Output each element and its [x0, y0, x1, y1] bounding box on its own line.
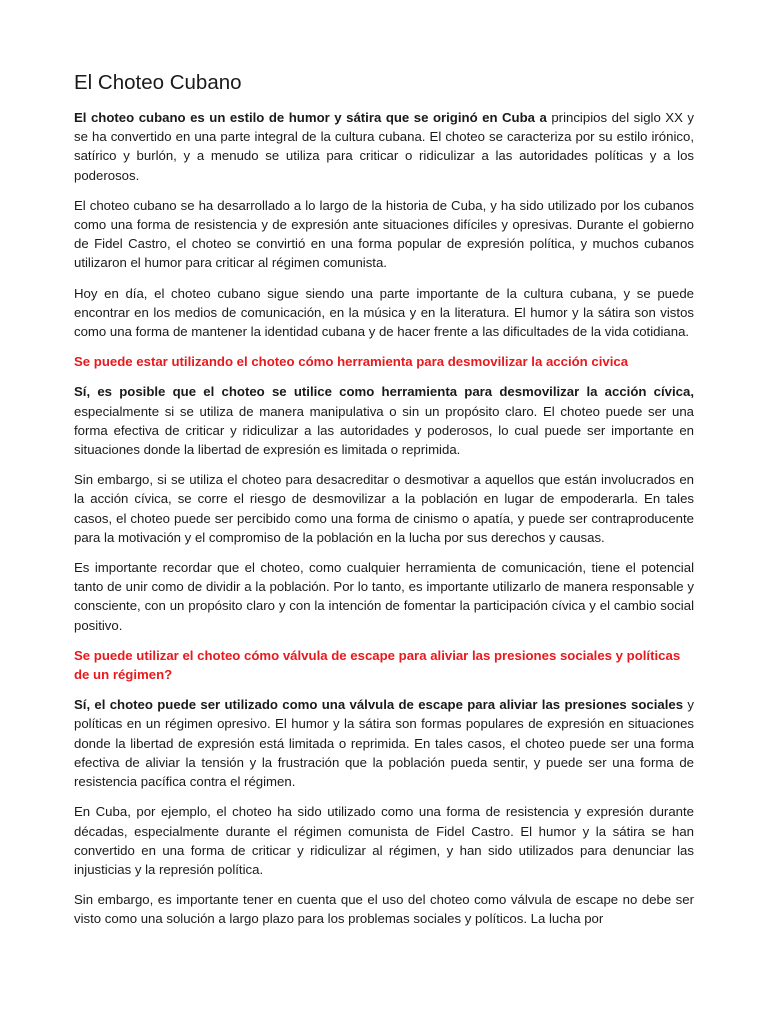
paragraph-1-bold: El choteo cubano es un estilo de humor y sátira que se originó en Cuba a — [74, 110, 547, 125]
paragraph-5: Sin embargo, si se utiliza el choteo para desacreditar o desmotivar a aquellos que están involucrados en la acción cívica, se corre el riesgo de desmovilizar a la población en lugar de empoderarla. En tales casos, el choteo puede ser percibido como una forma de cinismo o apatía, y puede ser contraproducente para la motivación y el compromiso de la población en la lucha por sus derechos y causas. — [74, 472, 694, 545]
paragraph-2: El choteo cubano se ha desarrollado a lo largo de la historia de Cuba, y ha sido utilizado por los cubanos como una forma de resistencia y de expresión ante situaciones difíciles y opresivas. Durante el gobierno de Fidel Castro, el choteo se convirtió en una forma popular de expresión política, y muchos cubanos utilizaron el humor para criticar al régimen comunista. — [74, 197, 694, 271]
paragraph-1 — [74, 108, 694, 185]
paragraph-4-rest: especialmente si se utiliza de manera manipulativa o sin un propósito claro. El choteo puede ser una forma efectiva de criticar y ridiculizar a las autoridades y poderosos, lo cual puede ser importante en situaciones donde la libertad de expresión es limitada o reprimida. — [74, 403, 694, 458]
paragraph-3: Hoy en día, el choteo cubano sigue siendo una parte importante de la cultura cubana, y se puede encontrar en los medios de comunicación, en la música y en la literatura. El humor y la sátira son vistos como una forma de mantener la identidad cubana y de hacer frente a las dificultades de la vida cotidiana. — [74, 285, 694, 340]
paragraph-1-rest: principios del siglo XX y se ha convertido en una parte integral de la cultura cubana. El choteo se caracteriza por su estilo irónico, satírico y burlón, y a menudo se utiliza para criticar o ridiculizar a las autoridades políticas y a los poderosos. — [74, 110, 694, 183]
paragraph-4 — [74, 382, 694, 459]
document-title: El Choteo Cubano — [74, 71, 242, 94]
document-page — [74, 70, 694, 940]
paragraph-7-bold: Sí, el choteo puede ser utilizado como una válvula de escape para aliviar las presiones sociales — [74, 697, 684, 713]
question-heading-1: Se puede estar utilizando el choteo cómo herramienta para desmovilizar la acción civica — [74, 354, 629, 370]
paragraph-6: Es importante recordar que el choteo, como cualquier herramienta de comunicación, tiene el potencial tanto de unir como de dividir a la población. Por lo tanto, es importante utilizarlo de manera responsable y consciente, con un propósito claro y con la intención de fomentar la participación cívica y el cambio social positivo. — [74, 560, 694, 633]
paragraph-8: En Cuba, por ejemplo, el choteo ha sido utilizado como una forma de resistencia y expresión durante décadas, especialmente durante el régimen comunista de Fidel Castro. El humor y la sátira se han convertido en una forma de criticar y ridiculizar al régimen, y han sido utilizados para denunciar las injusticias y la represión política. — [74, 804, 694, 877]
question-heading-2: Se puede utilizar el choteo cómo válvula de escape para aliviar las presiones sociales y políticas de un régimen? — [74, 647, 681, 683]
paragraph-7-rest: y políticas en un régimen opresivo. El humor y la sátira son formas populares de expresión en situaciones donde la libertad de expresión está limitada o reprimida. En tales casos, el choteo puede ser una forma efectiva de aliviar la tensión y la frustración que la población pueda sentir, y puede ser una forma de resistencia pacífica contra el régimen. — [74, 697, 694, 790]
paragraph-4-bold: Sí, es posible que el choteo se utilice como herramienta para desmovilizar la acción cívica, — [74, 384, 694, 400]
paragraph-7 — [74, 695, 694, 791]
paragraph-9: Sin embargo, es importante tener en cuenta que el uso del choteo como válvula de escape no debe ser visto como una solución a largo plazo para los problemas sociales y políticos. La lucha por — [74, 892, 694, 927]
